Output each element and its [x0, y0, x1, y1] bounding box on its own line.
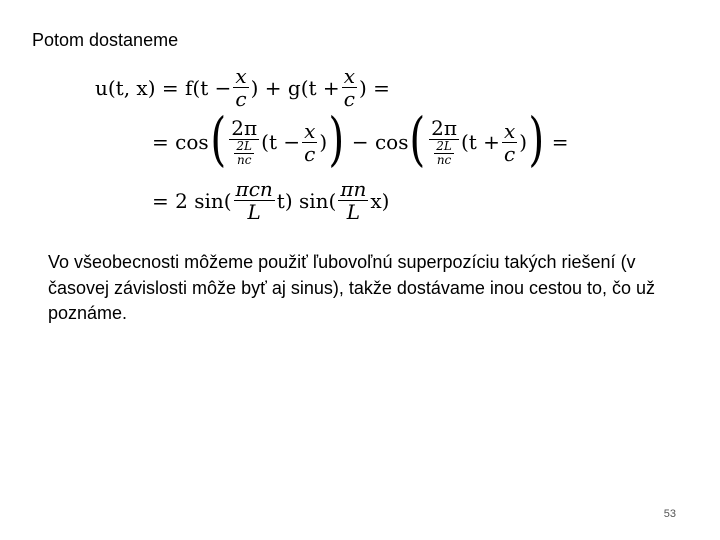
eq1-fraction-x-over-c-2: $\frac{x}{c}$	[343, 64, 355, 111]
eq3-fraction-pi-n-over-L: $\frac{\pi n}{L}$	[340, 177, 367, 224]
eq2-fraction-2pi: $\frac{2\pi}{\frac{2L}{nc}}$	[231, 115, 258, 167]
left-big-paren-2: (	[409, 105, 426, 173]
eq2-cos: = cos	[152, 130, 209, 154]
eq3-2sin: = 2 sin(	[152, 188, 232, 213]
eq2-t-minus: (t −	[261, 130, 301, 154]
intro-text: Potom dostaneme	[32, 30, 179, 50]
eq3-mid: t) sin(	[276, 188, 337, 213]
equation-line-1	[95, 65, 390, 110]
eq1-lhs: u(t, x) = f(t −	[95, 75, 232, 100]
right-big-paren: )	[328, 105, 345, 173]
eq3-end: x)	[370, 188, 390, 213]
eq2-end: =	[551, 130, 569, 154]
equation-line-3	[152, 178, 389, 223]
eq3-fraction-pi-cn-over-L: $\frac{\text{πcn}}{L}$	[235, 177, 273, 224]
eq2-fraction-2L-nc: $\frac{2L}{nc}$	[236, 138, 252, 167]
page-number: 53	[663, 508, 676, 520]
equation-line-2	[152, 105, 569, 173]
left-big-paren: (	[210, 105, 226, 173]
eq2-minus-cos: − cos	[351, 130, 409, 154]
eq2-t-plus: (t +	[460, 130, 500, 154]
eq1-end: ) =	[358, 75, 390, 100]
eq2-fraction-2L-nc-b: $\frac{2L}{nc}$	[436, 138, 452, 167]
eq2-close-1: )	[319, 130, 328, 154]
eq2-fraction-2pi-b: $\frac{2\pi}{\frac{2L}{nc}}$	[431, 115, 457, 167]
eq1-fraction-x-over-c: $\frac{x}{c}$	[235, 64, 247, 111]
eq1-mid: ) + g(t +	[250, 75, 340, 100]
body-paragraph: Vo všeobecnosti môžeme použiť ľubovoľnú superpozíciu takých riešení (v časovej závislosti môže byť aj sinus), takže dostávame inou cestou to, čo už poznáme.	[48, 252, 656, 324]
eq2-close-2: )	[519, 130, 528, 154]
eq2-fraction-x-over-c-b: $\frac{x}{c}$	[503, 118, 516, 166]
right-big-paren-2: )	[528, 105, 545, 173]
eq2-fraction-x-over-c: $\frac{x}{c}$	[304, 118, 316, 166]
